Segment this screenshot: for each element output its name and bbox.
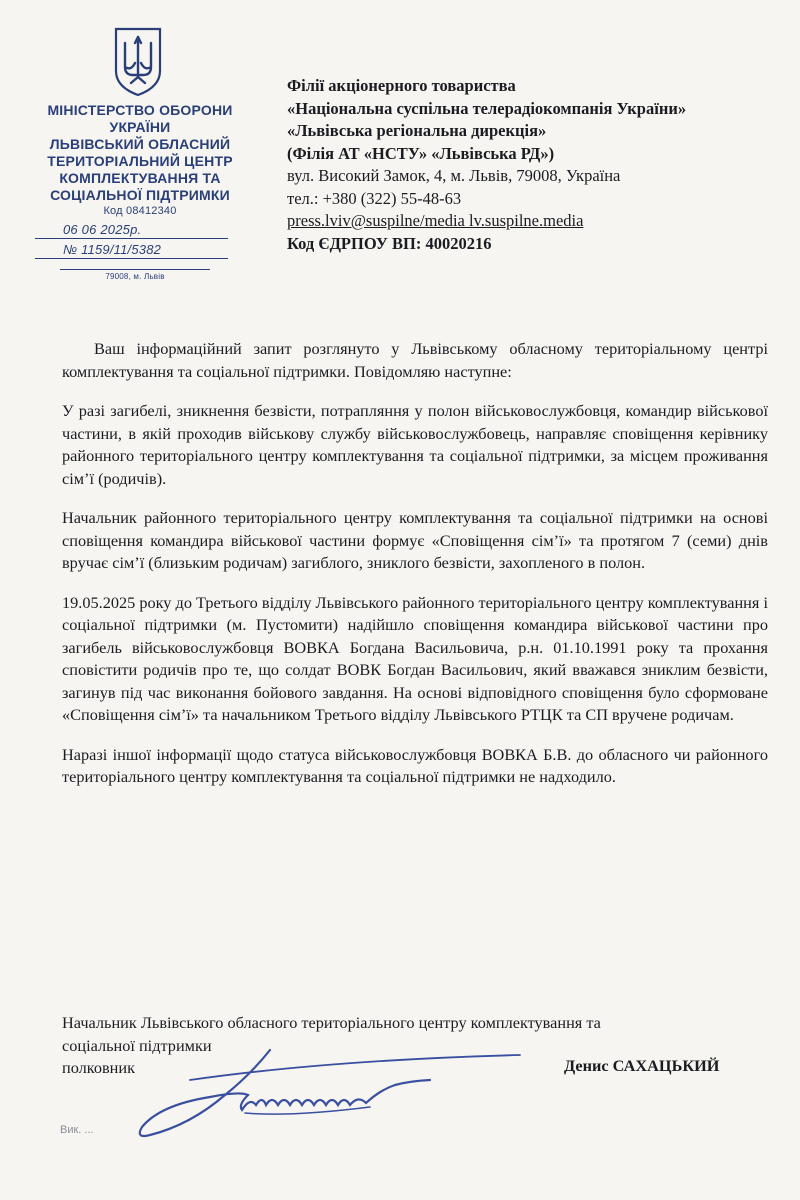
addressee-phone: тел.: +380 (322) 55-48-63	[287, 188, 462, 208]
addressee-line: Філії акціонерного товариства	[287, 76, 516, 95]
signer-name: Денис САХАЦЬКИЙ	[564, 1056, 720, 1075]
body-paragraph: Ваш інформаційний запит розглянуто у Львівському обласному територіальному центрі комплектування та соціальної підтримки. Повідомляю наступне:	[62, 339, 768, 381]
addressee-line: (Філія АТ «НСТУ» «Львівська РД»)	[287, 143, 555, 163]
stamp-line: УКРАЇНИ	[109, 119, 171, 135]
stamp-number: № 1159/11/5382	[35, 241, 228, 259]
addressee-block	[287, 75, 787, 255]
stamp-line: СОЦІАЛЬНОЇ ПІДТРИМКИ	[50, 187, 230, 203]
stamp-line: ТЕРИТОРІАЛЬНИЙ ЦЕНТР	[47, 153, 233, 169]
body-paragraph: 19.05.2025 року до Третього відділу Львівського районного територіального центру комплектування і соціальної підтримки (м. Пустомити) надійшло сповіщення командира військової частини про загибель військовослужбовця ВОВКА Богдана Васильовича, р.н. 01.10.1991 року та прохання сповістити родичів про те, що солдат ВОВК Богдан Васильович, який вважався зниклим безвісти, загинув під час виконання бойового завдання. На основі відповідного сповіщення було сформоване «Сповіщення сім’ї» та начальником Третього відділу Львівського РТЦК та СП вручене родичам.	[62, 592, 768, 724]
signer-title: Начальник Львівського обласного територіального центру комплектування та	[62, 1013, 601, 1032]
body-paragraph: У разі загибелі, зникнення безвісти, потрапляння у полон військовослужбовця, командир військової частини, в якій проходив військову службу військовослужбовець, направляє сповіщення керівнику районного територіального центру комплектування та соціальної підтримки, за місцем проживання сім’ї (родичів).	[62, 401, 768, 488]
addressee-line: «Національна суспільна телерадіокомпанія України»	[287, 98, 687, 118]
signer-rank: полковник	[62, 1058, 136, 1077]
stamp-date: 06 06 2025р.	[35, 221, 228, 239]
stamp-line: КОМПЛЕКТУВАННЯ ТА	[59, 170, 221, 186]
stamp-code: Код 08412340	[103, 205, 177, 217]
addressee-line: «Львівська регіональна дирекція»	[287, 121, 547, 140]
body-paragraph: Начальник районного територіального центру комплектування та соціальної підтримки на основі сповіщення командира військової частини формує «Сповіщення сім’ї» та протягом 7 (семи) днів вручає сім’ї (близьким родичам) загиблого, зниклого безвісти, захопленого в полон.	[62, 508, 768, 572]
addressee-code: Код ЄДРПОУ ВП: 40020216	[287, 233, 492, 253]
stamp-line: ЛЬВІВСЬКИЙ ОБЛАСНИЙ	[49, 136, 231, 152]
coat-of-arms-icon	[113, 25, 163, 97]
stamp-city: 79008, м. Львів	[60, 269, 210, 282]
addressee-address: вул. Високий Замок, 4, м. Львів, 79008, Україна	[287, 166, 621, 185]
executor-note: Вик. ...	[60, 1124, 94, 1136]
body-paragraph: Наразі іншої інформації щодо статуса військовослужбовця ВОВКА Б.В. до обласного чи районного територіального центру комплектування та соціальної підтримки не надходило.	[62, 744, 768, 786]
letter-body	[62, 338, 768, 806]
stamp-line: МІНІСТЕРСТВО ОБОРОНИ	[47, 102, 233, 118]
handwritten-signature	[130, 1035, 530, 1150]
signer-title: соціальної підтримки	[62, 1035, 212, 1055]
addressee-email-link[interactable]: press.lviv@suspilne/media lv.suspilne.media	[287, 211, 584, 230]
registration-stamp	[35, 102, 245, 282]
